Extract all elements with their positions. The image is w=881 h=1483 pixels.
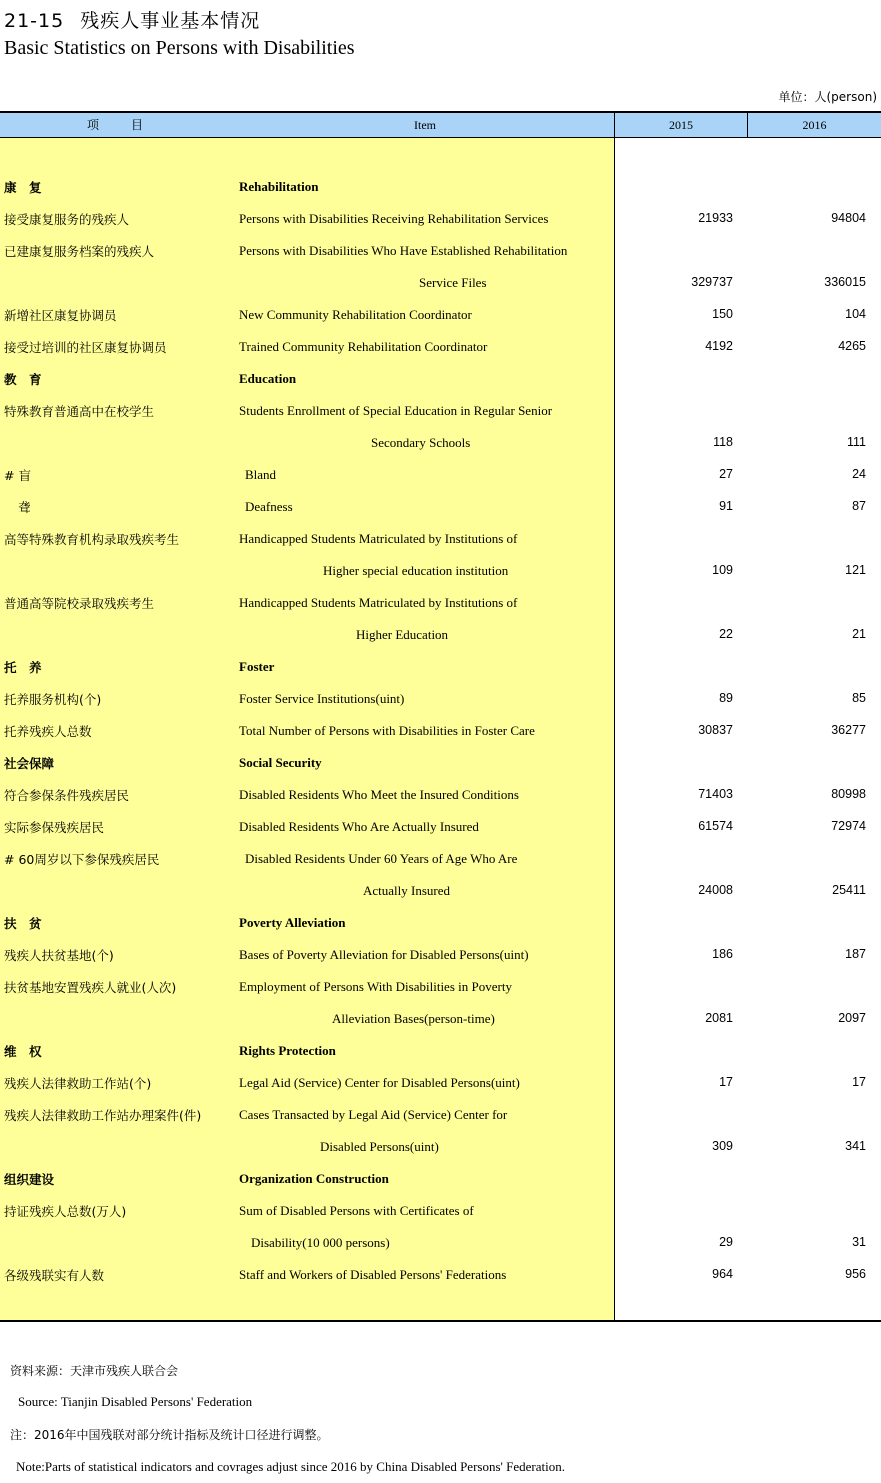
item-en: Poverty Alleviation [239,915,346,930]
table-row [0,938,881,970]
table-row [0,714,881,746]
item-en: Deafness [245,499,293,514]
item-en: Legal Aid (Service) Center for Disabled Persons(uint) [239,1075,520,1090]
item-en: New Community Rehabilitation Coordinator [239,307,472,322]
section-row [0,362,881,394]
section-row [0,170,881,202]
column-divider [747,113,748,138]
table-row [0,522,881,554]
value-2016: 17 [852,1075,866,1089]
value-2016: 4265 [838,339,866,353]
item-cn: 康 复 [4,180,42,195]
value-2015: 118 [713,435,733,449]
table-top-rule [0,111,881,113]
item-en: Employment of Persons With Disabilities in Poverty [239,979,512,994]
item-en: Alleviation Bases(person-time) [332,1011,495,1026]
value-2016: 31 [852,1235,866,1249]
item-en: Disabled Residents Who Are Actually Insured [239,819,479,834]
table-number: 21-15 [4,10,65,32]
value-2015: 22 [719,627,733,641]
value-2016: 111 [846,435,866,449]
table-bottom-rule [0,1320,881,1322]
item-en: Disabled Residents Who Meet the Insured Conditions [239,787,519,802]
item-en: Actually Insured [363,883,451,898]
table-row [0,810,881,842]
item-cn: 聋 [18,500,31,515]
table-row [0,1066,881,1098]
value-2015: 309 [712,1139,733,1153]
item-en: Rights Protection [239,1043,336,1058]
table-row [0,330,881,362]
item-en: Rehabilitation [239,179,319,194]
table-row [0,1002,881,1034]
item-en: Total Number of Persons with Disabilities in Foster Care [239,723,535,738]
table-row [0,586,881,618]
page-title-cn [4,6,260,33]
value-2015: 61574 [698,819,733,833]
table-row [0,1098,881,1130]
table-row [0,1194,881,1226]
table-row [0,842,881,874]
item-en: Bases of Poverty Alleviation for Disabled Persons(uint) [239,947,529,962]
item-cn: 实际参保残疾居民 [4,820,105,835]
value-2015: 2081 [705,1011,733,1025]
item-cn: 组织建设 [4,1172,55,1187]
table-row [0,618,881,650]
item-en: Disabled Residents Under 60 Years of Age Who Are [245,851,518,866]
value-2016: 341 [845,1139,866,1153]
value-2016: 80998 [831,787,866,801]
table-row [0,266,881,298]
value-2015: 29 [719,1235,733,1249]
value-2015: 4192 [705,339,733,353]
item-en: Staff and Workers of Disabled Persons' Federations [239,1267,507,1282]
value-2015: 89 [719,691,733,705]
item-cn: 扶 贫 [4,916,42,931]
section-row [0,1034,881,1066]
value-2016: 21 [852,627,866,641]
value-2015: 329737 [691,275,733,289]
item-cn: 残疾人法律救助工作站办理案件(件) [4,1108,202,1123]
header-item-cn: 项 目 [86,118,153,132]
table-row [0,458,881,490]
table-row [0,1258,881,1290]
value-2016: 104 [845,307,866,321]
item-en: Foster Service Institutions(uint) [239,691,405,706]
value-2016: 956 [845,1267,866,1281]
table-row [0,970,881,1002]
section-row [0,650,881,682]
item-cn: 特殊教育普通高中在校学生 [4,404,155,419]
header-year-2016: 2016 [802,118,827,132]
item-en: Social Security [239,755,322,770]
item-cn: 维 权 [4,1044,42,1059]
item-en: Sum of Disabled Persons with Certificates of [239,1203,474,1218]
item-cn: 托 养 [4,660,42,675]
item-en: Handicapped Students Matriculated by Institutions of [239,595,518,610]
item-en: Cases Transacted by Legal Aid (Service) Center for [239,1107,508,1122]
item-cn: 持证残疾人总数(万人) [4,1204,127,1219]
item-en: Service Files [419,275,487,290]
table-row [0,234,881,266]
value-2015: 109 [712,563,733,577]
item-cn: 接受过培训的社区康复协调员 [4,340,167,355]
value-2016: 121 [845,563,866,577]
item-cn: 托养服务机构(个) [4,692,102,707]
item-cn: 接受康复服务的残疾人 [4,212,130,227]
item-cn: 残疾人扶贫基地(个) [4,948,114,963]
table-row [0,490,881,522]
value-2015: 964 [712,1267,733,1281]
table-row [0,394,881,426]
table-row [0,426,881,458]
table-row [0,1130,881,1162]
value-2016: 85 [852,691,866,705]
table-row [0,554,881,586]
table-row [0,874,881,906]
item-cn: # 60周岁以下参保残疾居民 [4,852,160,867]
item-cn: 已建康复服务档案的残疾人 [4,244,155,259]
value-2016: 24 [852,467,866,481]
value-2016: 36277 [831,723,866,737]
item-cn: 新增社区康复协调员 [4,308,117,323]
item-en: Disability(10 000 persons) [251,1235,390,1250]
section-row [0,906,881,938]
value-2015: 21933 [698,211,733,225]
item-cn: 社会保障 [4,756,55,771]
item-cn: 扶贫基地安置残疾人就业(人次) [4,980,177,995]
unit-label: 单位：人(person) [778,90,877,104]
header-year-2015: 2015 [669,118,693,132]
table-row [0,1226,881,1258]
table-row [0,202,881,234]
item-cn: # 盲 [4,468,31,483]
value-2016: 72974 [831,819,866,833]
item-en: Higher special education institution [323,563,509,578]
value-2016: 187 [845,947,866,961]
value-2015: 27 [719,467,733,481]
header-item-en: Item [414,118,436,132]
value-2016: 2097 [838,1011,866,1025]
value-2016: 87 [852,499,866,513]
item-en: Trained Community Rehabilitation Coordinator [239,339,488,354]
value-2015: 17 [719,1075,733,1089]
note-en: Note:Parts of statistical indicators and covrages adjust since 2016 by China Disabled Persons' Federation. [16,1459,565,1474]
source-cn: 资料来源：天津市残疾人联合会 [10,1364,179,1378]
item-en: Bland [245,467,277,482]
item-cn: 符合参保条件残疾居民 [4,788,130,803]
value-2015: 186 [712,947,733,961]
value-2016: 25411 [832,883,866,897]
item-en: Organization Construction [239,1171,389,1186]
item-cn: 普通高等院校录取残疾考生 [4,596,155,611]
item-en: Persons with Disabilities Who Have Established Rehabilitation [239,243,568,258]
item-en: Higher Education [356,627,449,642]
item-cn: 托养残疾人总数 [4,724,92,739]
table-row [0,682,881,714]
item-en: Handicapped Students Matriculated by Institutions of [239,531,518,546]
value-2015: 71403 [698,787,733,801]
page-title-en: Basic Statistics on Persons with Disabilities [4,37,355,59]
item-cn: 教 育 [4,372,42,387]
table-row [0,778,881,810]
item-en: Foster [239,659,275,674]
value-2015: 150 [712,307,733,321]
value-2016: 336015 [824,275,866,289]
value-2015: 91 [719,499,733,513]
item-cn: 高等特殊教育机构录取残疾考生 [4,532,180,547]
item-en: Secondary Schools [371,435,471,450]
item-en: Students Enrollment of Special Education in Regular Senior [239,403,553,418]
title-cn-text: 残疾人事业基本情况 [80,10,261,32]
item-en: Persons with Disabilities Receiving Rehabilitation Services [239,211,549,226]
section-row [0,1162,881,1194]
table-row [0,298,881,330]
item-en: Education [239,371,297,386]
item-cn: 残疾人法律救助工作站(个) [4,1076,152,1091]
value-2015: 30837 [698,723,733,737]
section-row [0,746,881,778]
item-cn: 各级残联实有人数 [4,1268,105,1283]
value-2015: 24008 [698,883,733,897]
source-en: Source: Tianjin Disabled Persons' Federation [18,1394,253,1409]
value-2016: 94804 [831,211,866,225]
item-en: Disabled Persons(uint) [320,1139,439,1154]
note-cn: 注：2016年中国残联对部分统计指标及统计口径进行调整。 [10,1428,329,1442]
